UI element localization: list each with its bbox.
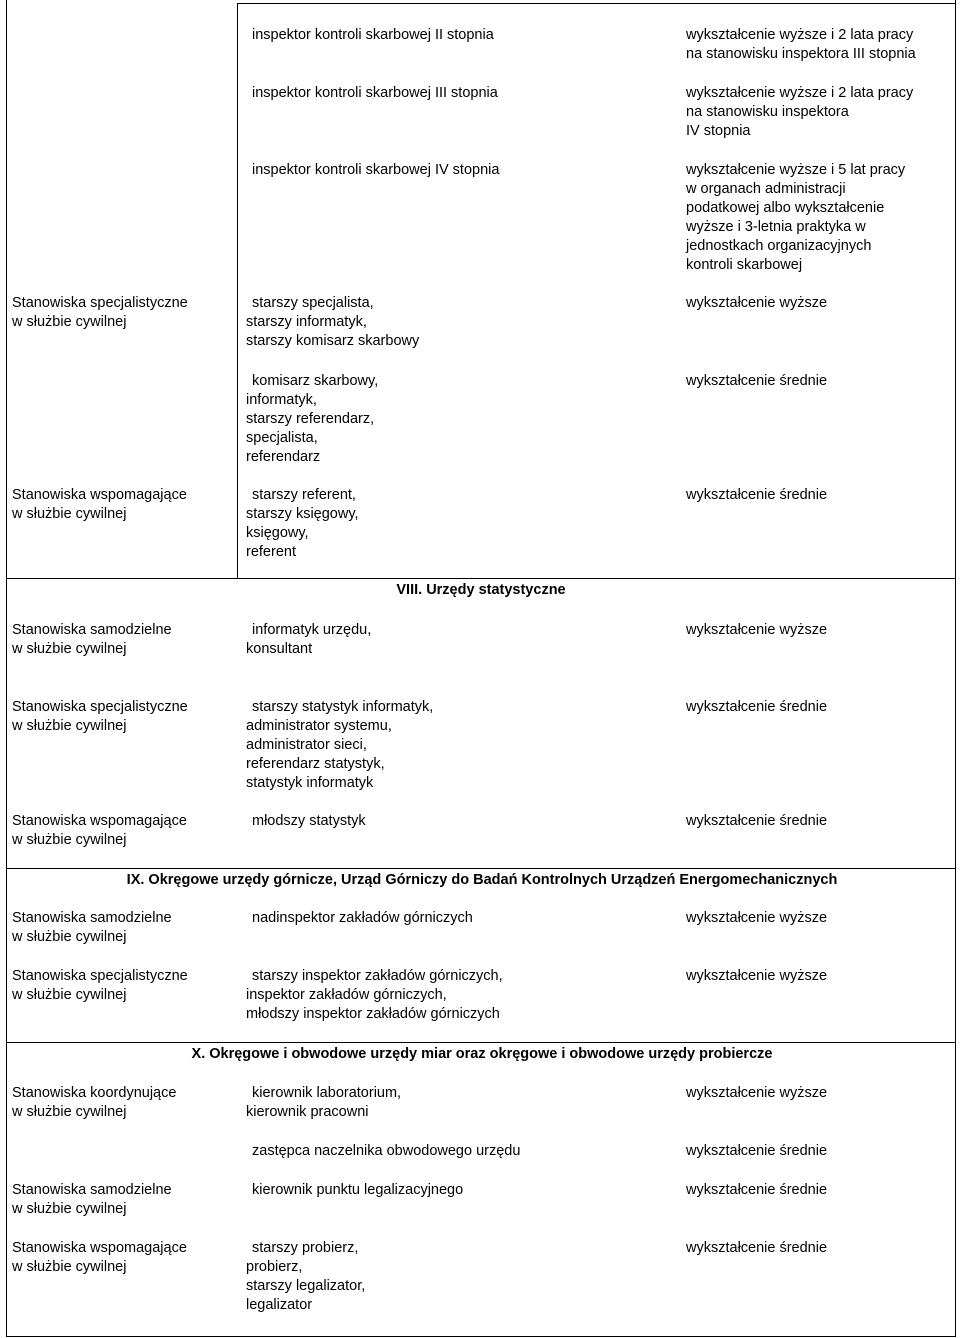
category-cell: Stanowiska samodzielne w służbie cywilnej	[12, 622, 172, 657]
section-heading: VIII. Urzędy statystyczne	[396, 582, 566, 598]
category-cell: Stanowiska samodzielne w służbie cywilnej	[12, 910, 172, 945]
requirement-cell: wykształcenie wyższe	[686, 295, 828, 311]
requirement-cell: wykształcenie średnie	[686, 1182, 828, 1198]
requirement-cell: wykształcenie wyższe i 2 lata pracy na stanowisku inspektora IV stopnia	[686, 85, 914, 139]
category-cell: Stanowiska wspomagające w służbie cywilnej	[12, 487, 187, 522]
requirement-cell: wykształcenie wyższe	[686, 1085, 828, 1101]
position-cell: nadinspektor zakładów górniczych	[252, 910, 473, 926]
category-cell: Stanowiska samodzielne w służbie cywilnej	[12, 1182, 172, 1217]
position-cell: starszy specjalista, starszy informatyk, starszy komisarz skarbowy	[246, 295, 420, 349]
requirement-cell: wykształcenie wyższe	[686, 910, 828, 926]
section-heading: IX. Okręgowe urzędy górnicze, Urząd Górniczy do Badań Kontrolnych Urządzeń Energomechanicznych	[126, 872, 838, 888]
category-cell: Stanowiska wspomagające w służbie cywilnej	[12, 1240, 187, 1275]
position-cell: młodszy statystyk	[252, 813, 366, 829]
requirement-cell: wykształcenie średnie	[686, 1143, 828, 1159]
requirement-cell: wykształcenie średnie	[686, 487, 828, 503]
category-cell: Stanowiska koordynujące w służbie cywilnej	[12, 1085, 177, 1120]
position-cell: inspektor kontroli skarbowej IV stopnia	[252, 162, 500, 178]
position-cell: informatyk urzędu, konsultant	[246, 622, 372, 657]
position-cell: kierownik punktu legalizacyjnego	[252, 1182, 464, 1198]
position-cell: starszy referent, starszy księgowy, księgowy, referent	[246, 487, 359, 560]
position-cell: starszy probierz, probierz, starszy legalizator, legalizator	[246, 1240, 366, 1313]
column-divider	[237, 3, 238, 578]
section-divider	[6, 1042, 956, 1043]
requirement-cell: wykształcenie wyższe	[686, 622, 828, 638]
table-border-bottom	[6, 1336, 956, 1337]
requirement-cell: wykształcenie wyższe i 5 lat pracy w organach administracji podatkowej albo wykształcenie wyższe i 3-letnia praktyka w jednostkach organizacyjnych kontroli skarbowej	[686, 162, 906, 273]
position-cell: starszy inspektor zakładów górniczych, inspektor zakładów górniczych, młodszy inspektor zakładów górniczych	[246, 968, 503, 1022]
section-divider	[6, 578, 956, 579]
requirement-cell: wykształcenie średnie	[686, 813, 828, 829]
row-divider	[237, 3, 956, 4]
position-cell: starszy statystyk informatyk, administrator systemu, administrator sieci, referendarz statystyk, statystyk informatyk	[246, 699, 434, 791]
section-divider	[6, 868, 956, 869]
table-border-left	[6, 0, 7, 1337]
category-cell: Stanowiska specjalistyczne w służbie cywilnej	[12, 968, 188, 1003]
category-cell: Stanowiska specjalistyczne w służbie cywilnej	[12, 295, 188, 330]
requirement-cell: wykształcenie wyższe i 2 lata pracy na stanowisku inspektora III stopnia	[686, 27, 916, 62]
position-cell: komisarz skarbowy, informatyk, starszy referendarz, specjalista, referendarz	[246, 373, 379, 465]
position-cell: inspektor kontroli skarbowej II stopnia	[252, 27, 494, 43]
category-cell: Stanowiska wspomagające w służbie cywilnej	[12, 813, 187, 848]
requirement-cell: wykształcenie wyższe	[686, 968, 828, 984]
section-heading: X. Okręgowe i obwodowe urzędy miar oraz okręgowe i obwodowe urzędy probiercze	[191, 1046, 773, 1062]
requirement-cell: wykształcenie średnie	[686, 1240, 828, 1256]
position-cell: zastępca naczelnika obwodowego urzędu	[252, 1143, 521, 1159]
requirement-cell: wykształcenie średnie	[686, 373, 828, 389]
category-cell: Stanowiska specjalistyczne w służbie cywilnej	[12, 699, 188, 734]
position-cell: kierownik laboratorium, kierownik pracowni	[246, 1085, 402, 1120]
requirement-cell: wykształcenie średnie	[686, 699, 828, 715]
position-cell: inspektor kontroli skarbowej III stopnia	[252, 85, 498, 101]
